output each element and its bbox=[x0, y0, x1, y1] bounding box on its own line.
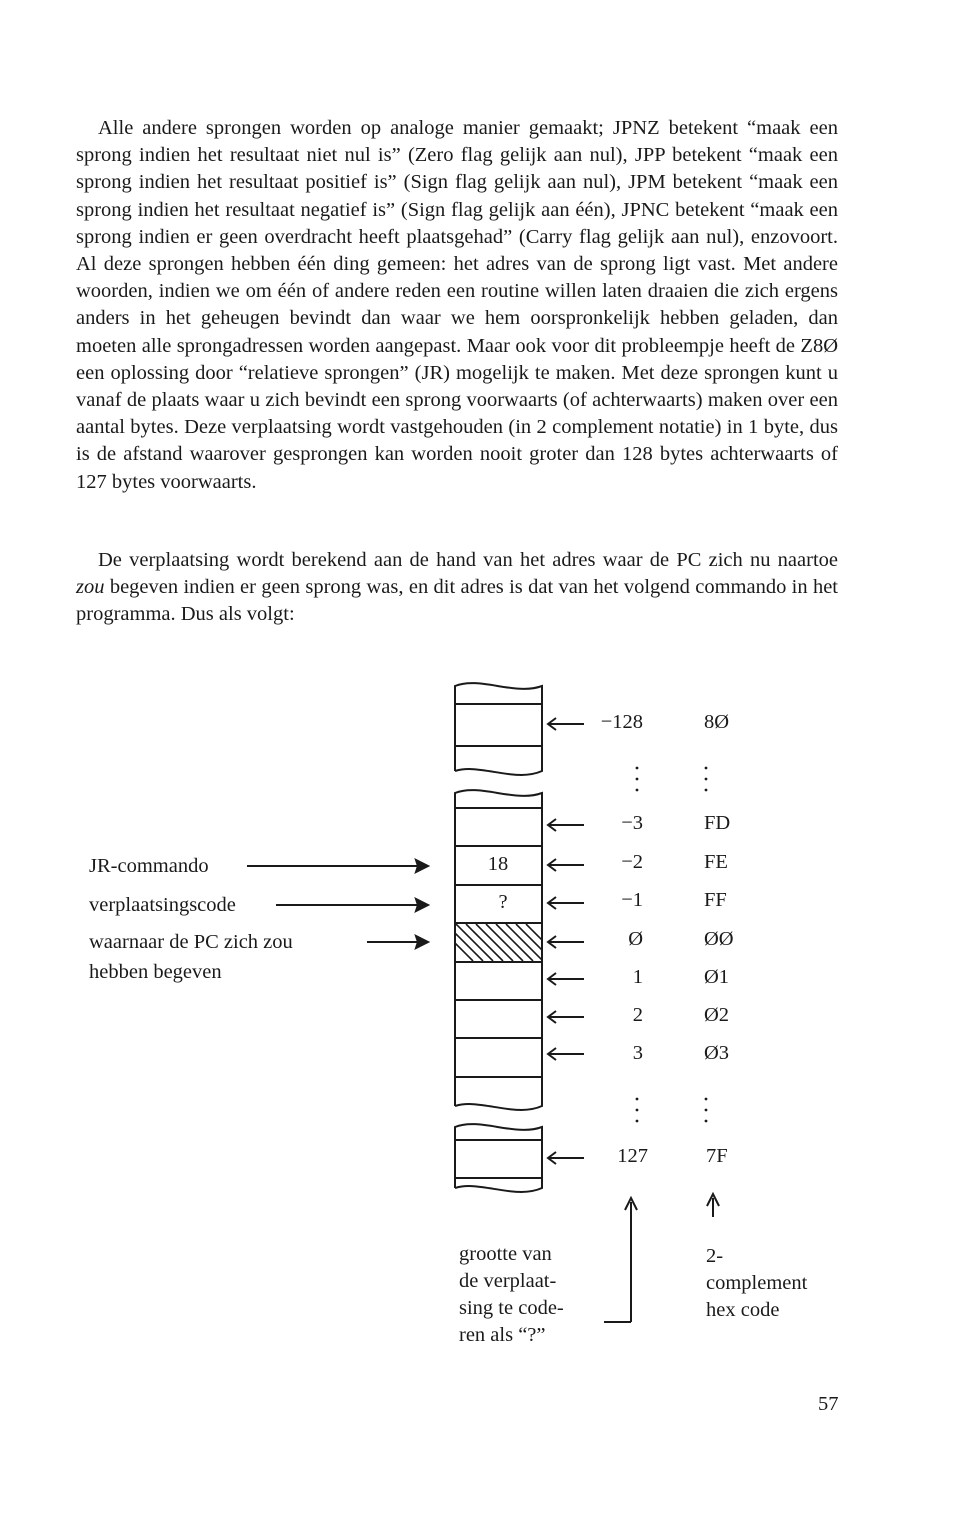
note-line: ren als “?” bbox=[459, 1324, 546, 1346]
left-arrow-icon bbox=[548, 718, 584, 730]
hex-value: FD bbox=[704, 812, 731, 834]
note-line: complement bbox=[706, 1272, 808, 1294]
note-line: hex code bbox=[706, 1299, 780, 1321]
label-displacement-code: verplaatsingscode bbox=[89, 894, 236, 916]
left-arrow-icon bbox=[548, 1152, 584, 1164]
hex-value: Ø2 bbox=[704, 1004, 730, 1026]
offset-label: −1 bbox=[621, 889, 643, 911]
hex-value: FF bbox=[704, 889, 727, 911]
left-arrow-icon bbox=[548, 936, 584, 948]
left-arrow-icon bbox=[548, 1048, 584, 1060]
note-line: 2- bbox=[706, 1245, 724, 1267]
hex-value: Ø1 bbox=[704, 966, 730, 988]
left-arrow-icon bbox=[548, 819, 584, 831]
paragraph-jumps: Alle andere sprongen worden op analoge manier gemaakt; JPNZ betekent “maak een sprong indien het resultaat niet nul is” (Zero flag gelijk aan nul), JPP betekent “maak een sprong indien het resultaat positief is” (Sign flag gelijk aan nul), JPM betekent “maak een sprong indien het resultaat negatief is” (Sign flag gelijk aan één), JPNC betekent “maak een sprong indien er geen overdracht heeft plaatsgehad” (Carry flag gelijk aan nul), enzovoort. Al deze sprongen hebben één ding gemeen: het adres van de sprong ligt vast. Met andere woorden, indien we om één of andere reden een routine willen laten draaien die zich ergens anders in het geheugen bevindt dan waar we hem oorspronkelijk hebben geladen, dan moeten alle sprongadressen worden aangepast. Maar ook voor dit probleempje heeft de Z8Ø een oplossing door “relatieve sprongen” (JR) mogelijk te maken. Met deze sprongen kunt u vanaf de plaats waar u zich bevindt een sprong voorwaarts (of achterwaarts) maken over een aantal bytes. Deze verplaatsing wordt vastgehouden (in 2 complement notatie) in 1 byte, dus is de afstand waarover gesprongen kan worden nooit groter dan 128 bytes achterwaarts of 127 bytes voorwaarts. bbox=[76, 117, 838, 493]
offset-label: −128 bbox=[600, 711, 643, 733]
cell-displacement-value: ? bbox=[498, 891, 508, 913]
left-arrow-icon bbox=[548, 897, 584, 909]
offset-label: −2 bbox=[621, 851, 643, 873]
arrowhead-right-icon bbox=[416, 860, 428, 872]
arrowhead-right-icon bbox=[416, 899, 428, 911]
note-line: sing te code- bbox=[459, 1297, 564, 1319]
hex-value: ØØ bbox=[704, 928, 734, 950]
hex-value: FE bbox=[704, 851, 728, 873]
paragraph-text: begeven indien er geen sprong was, en dit adres is dat van het volgend commando in het programma. Dus als volgt: bbox=[76, 576, 838, 626]
offset-label: 127 bbox=[617, 1145, 648, 1167]
left-arrow-icon bbox=[548, 973, 584, 985]
memory-block-bottom bbox=[455, 1124, 542, 1192]
label-pc-target-line1: waarnaar de PC zich zou bbox=[89, 931, 293, 953]
note-line: de verplaat- bbox=[459, 1270, 557, 1292]
note-line: grootte van bbox=[459, 1243, 552, 1265]
offset-label: −3 bbox=[621, 812, 643, 834]
arrowhead-right-icon bbox=[416, 936, 428, 948]
page-number: 57 bbox=[818, 1393, 839, 1415]
left-arrow-icon bbox=[548, 1011, 584, 1023]
label-jr-command: JR-commando bbox=[89, 855, 209, 877]
offset-label: 3 bbox=[632, 1042, 643, 1064]
memory-block-main bbox=[455, 790, 542, 1110]
note-displacement-size bbox=[459, 1241, 564, 1349]
memory-block-top bbox=[455, 683, 542, 775]
offset-label: 1 bbox=[632, 966, 643, 988]
offset-label: Ø bbox=[628, 928, 643, 950]
left-arrow-icon bbox=[548, 859, 584, 871]
cell-jr-value: 18 bbox=[487, 853, 509, 875]
offset-label: 2 bbox=[632, 1004, 643, 1026]
offset-arrows bbox=[548, 718, 584, 1164]
ellipsis-dots bbox=[636, 767, 708, 1123]
hex-value: 7F bbox=[706, 1145, 728, 1167]
hex-value: Ø3 bbox=[704, 1042, 730, 1064]
label-pc-target-line2: hebben begeven bbox=[89, 961, 222, 983]
paragraph-text: De verplaatsing wordt berekend aan de hand van het adres waar de PC zich nu naartoe bbox=[98, 549, 838, 571]
hex-value: 8Ø bbox=[704, 711, 730, 733]
note-hex-code bbox=[706, 1243, 807, 1324]
emphasized-word: zou bbox=[76, 576, 105, 599]
